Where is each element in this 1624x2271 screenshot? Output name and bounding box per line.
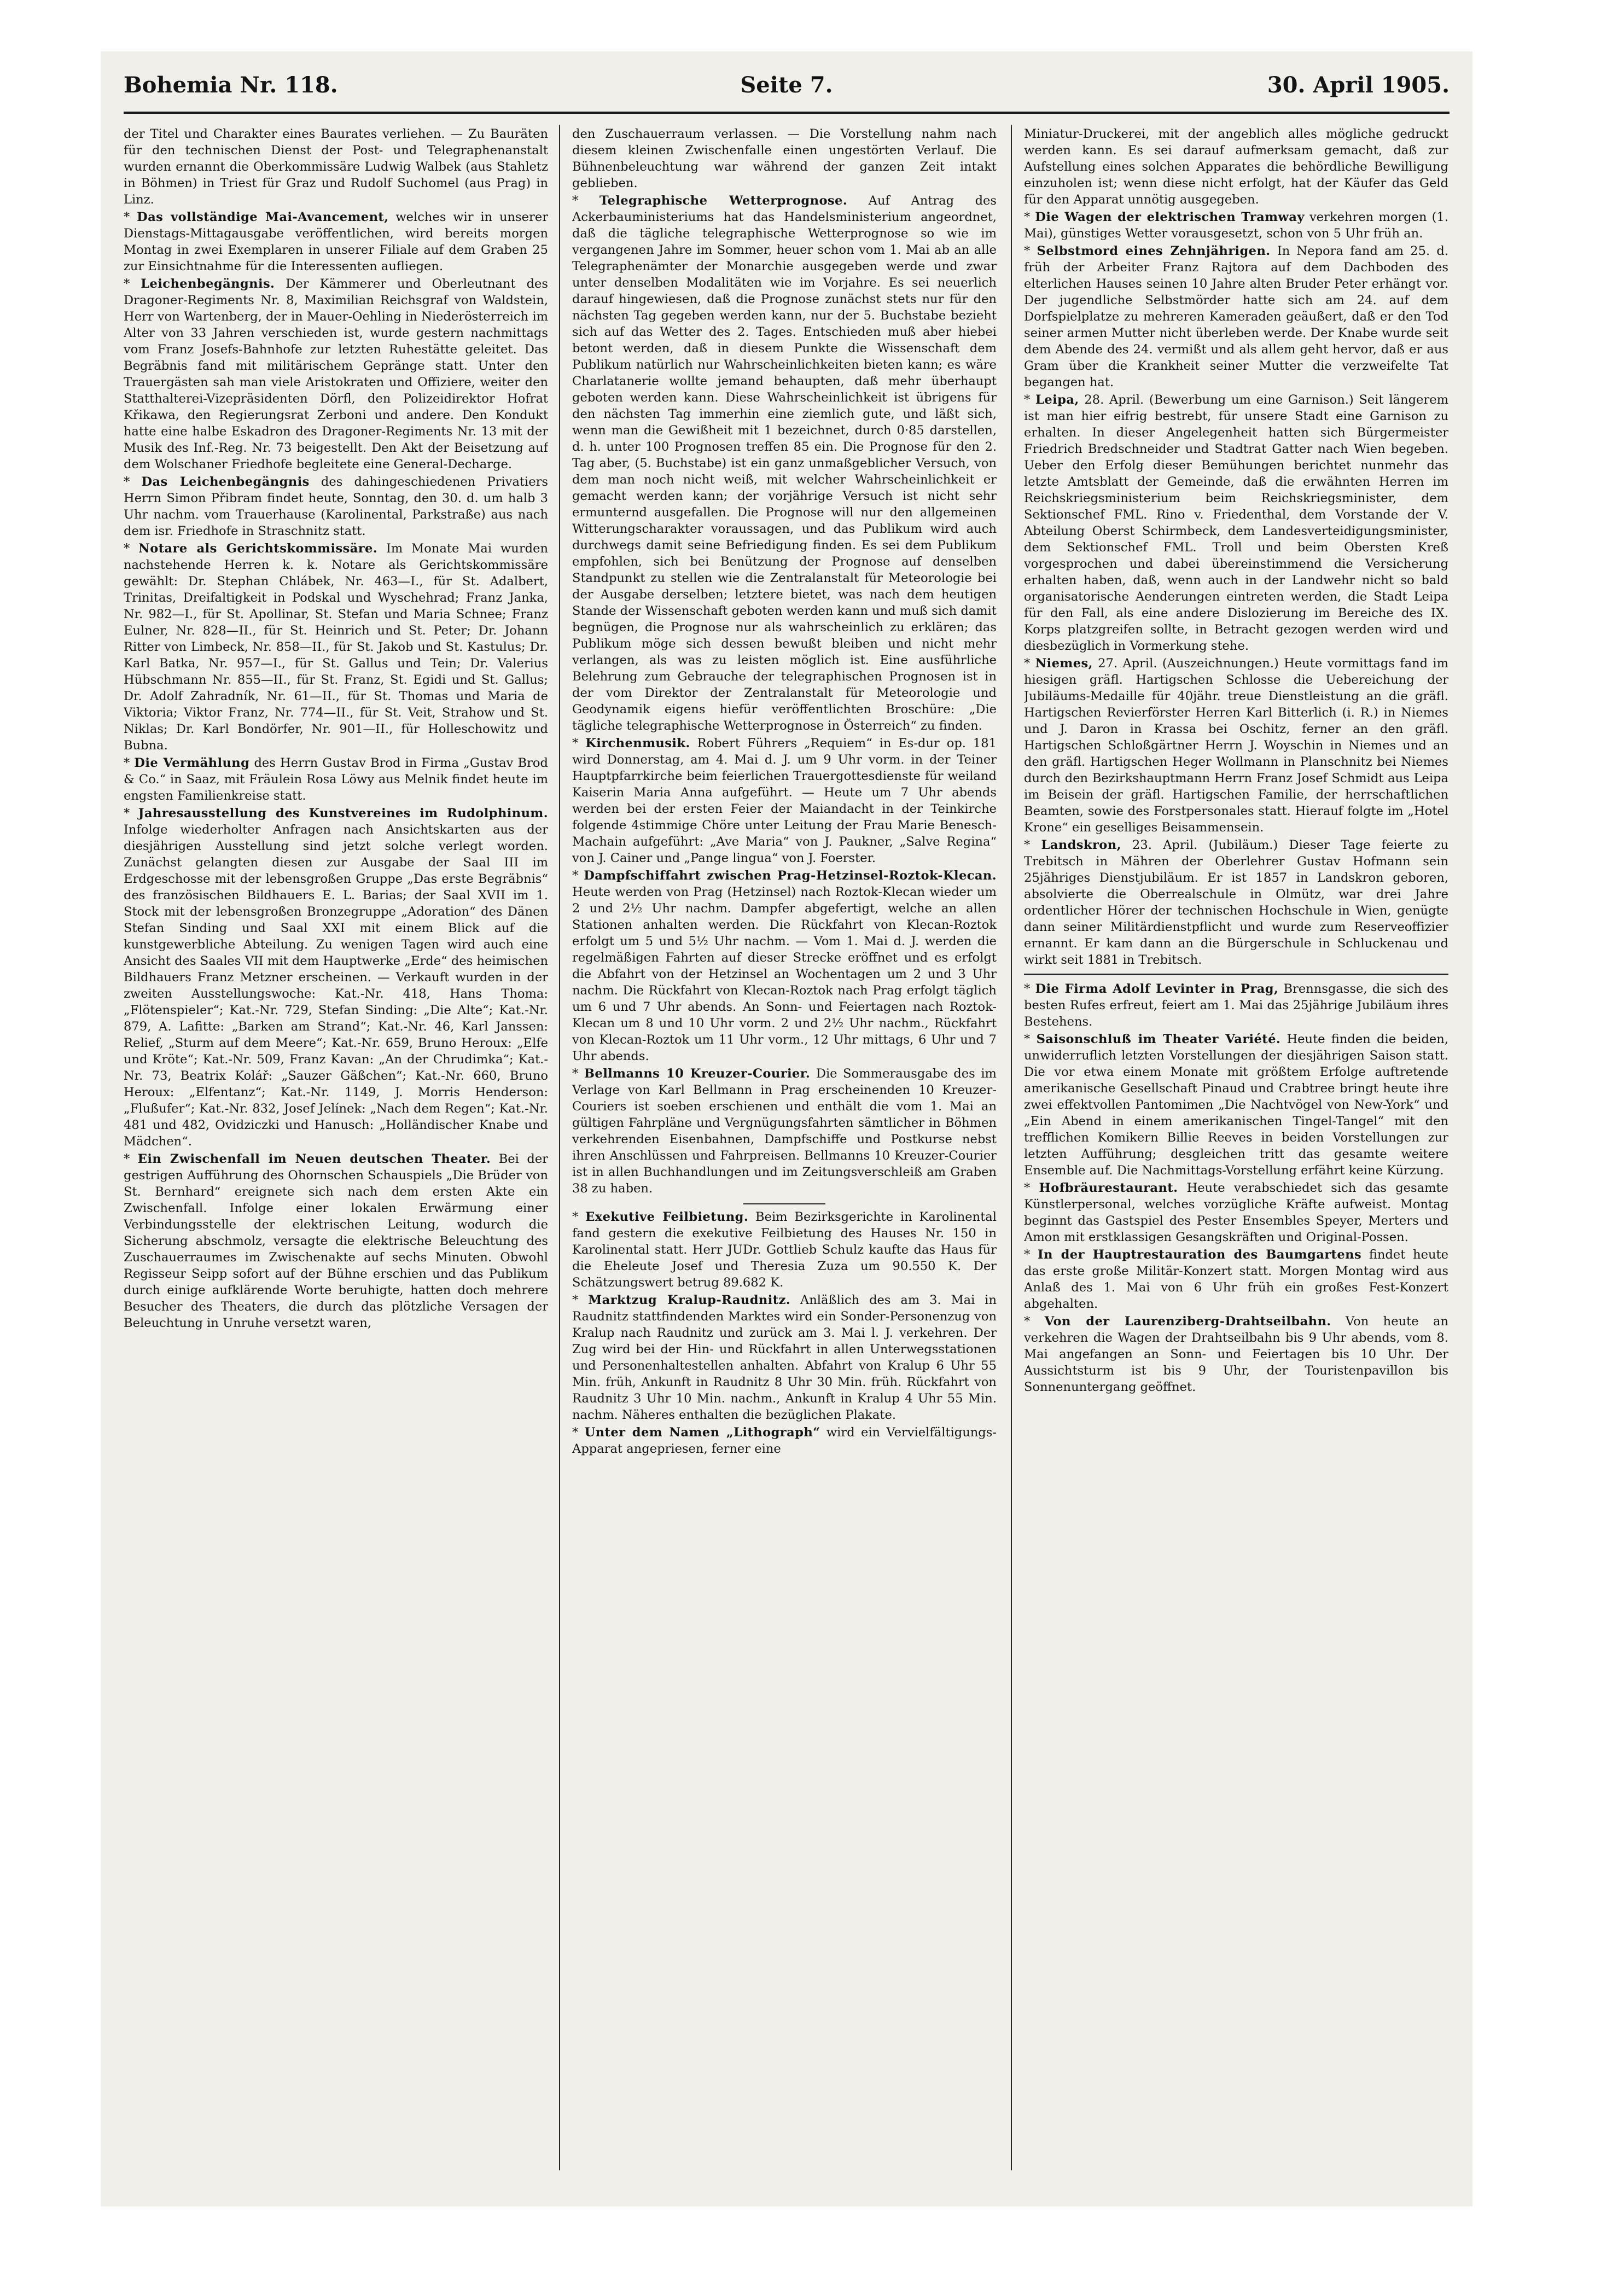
article-body: 27. April. (Auszeichnungen.) Heute vormittags fand im hiesigen gräfl. Hartigschen Schlosse die Uebereichung der Jubiläums-Medaille für 40jähr. treue Dienstleistung an die gräfl. Hartigschen Revierförster Herren Karl Bitterlich (i. R.) in Niemes und J. Daron in Krassa bei Oschitz, ferner an den gräfl. Hartigschen Schloßgärtner Herrn J. Woyschin in Niemes und an den gräfl. Hartigschen Heger Wollmann in Planschnitz bei Niemes durch den Bezirkshauptmann Herrn Franz Josef Schmidt aus Leipa im Beisein der gräfl. Hartigschen Familie, der herrschaftlichen Beamten, sowie des Forstpersonales statt. Hierauf folgte im „Hotel Krone“ ein geselliges Beisammensein. <box>1024 656 1448 835</box>
article-body: Heute finden die beiden, unwiderruflich letzten Vorstellungen der diesjährigen Saison statt. Die vor etwa einem Monate mit größtem Erfolge auftretende amerikanische Gesellschaft Pinaud und Crabtree bringt heute ihre zwei effektvollen Pantomimen „Die Nachtvögel von New-York“ und „Ein Abend in einem amerikanischen Tingel-Tangel“ mit den trefflichen Komikern Billie Reeves in beiden Vorstellungen zur letzten Aufführung; desgleichen tritt das gesamte weitere Ensemble auf. Die Nachmittags-Vorstellung erfährt keine Kürzung. <box>1024 1032 1448 1178</box>
article <box>124 540 548 754</box>
masthead-issue: Bohemia Nr. 118. <box>124 72 338 98</box>
article <box>1024 1031 1448 1179</box>
article-marker: * <box>1024 1314 1045 1329</box>
article-headline: Selbstmord eines Zehnjährigen. <box>1037 244 1271 258</box>
article-headline: Die Vermählung <box>134 756 250 770</box>
article-body: Im Monate Mai wurden nachstehende Herren k. k. Notare als Gerichtskommissäre gewählt: Dr. Stephan Chlábek, Nr. 463—I., für St. Adalbert, Trinitas, Dreifaltigkeit in Podskal und Wyschehrad; Franz Janka, Nr. 982—I., für St. Apollinar, St. Stefan und Maria Schnee; Franz Eulner, Nr. 828—II., für St. Heinrich und St. Peter; Dr. Johann Ritter von Limbeck, Nr. 858—II., für St. Jakob und St. Kastulus; Dr. Karl Batka, Nr. 957—I., für St. Gallus und Tein; Dr. Valerius Hübschmann Nr. 855—II., für St. Franz, St. Egidi und St. Gallus; Dr. Adolf Zahradník, Nr. 61—II., für St. Thomas und Maria de Viktoria; Viktor Franz, Nr. 774—II., für St. Veit, Strahow und St. Niklas; Dr. Karl Bondörfer, Nr. 901—II., für Holleschowitz und Bubna. <box>124 541 548 753</box>
article-headline: Unter dem Namen „Lithograph“ <box>584 1425 820 1440</box>
article-headline: Bellmanns 10 Kreuzer-Courier. <box>584 1067 811 1081</box>
article <box>572 126 997 191</box>
article-body: den Zuschauerraum verlassen. — Die Vorstellung nahm nach diesem kleinen Zwischenfalle einen ungestörten Verlauf. Die Bühnenbeleuchtung war während der ganzen Zeit intakt geblieben. <box>572 127 997 190</box>
article-headline: Landskron, <box>1041 838 1121 852</box>
article <box>572 193 997 734</box>
article-body: Miniatur-Druckerei, mit der angeblich alles mögliche gedruckt werden kann. Es sei darauf aufmerksam gemacht, daß zur Aufstellung eines solchen Apparates die behördliche Bewilligung einzuholen ist; wenn diese nicht erfolgt, hat der Käufer das Geld für den Apparat unnötig ausgegeben. <box>1024 127 1448 207</box>
article <box>1024 655 1448 836</box>
article-marker: * <box>572 194 599 208</box>
article <box>572 1209 997 1291</box>
article-headline: Die Firma Adolf Levinter in Prag, <box>1035 982 1279 996</box>
article-body: Beim Bezirksgerichte in Karolinental fand gestern die exekutive Feilbietung des Hauses Nr. 150 in Karolinental statt. Herr JUDr. Gottlieb Schulz kaufte das Haus für die Eheleute Josef und Theresia Zuza um 90.550 K. Der Schätzungswert betrug 89.682 K. <box>572 1210 997 1290</box>
column-3 <box>1024 125 1448 2192</box>
article-headline: Dampfschiffahrt zwischen Prag-Hetzinsel-Roztok-Klecan. <box>584 869 997 883</box>
article-marker: * <box>1024 838 1041 852</box>
article <box>572 1292 997 1423</box>
article-headline: Kirchenmusik. <box>585 736 690 750</box>
header-rule <box>124 112 1450 114</box>
article-body: der Titel und Charakter eines Baurates verliehen. — Zu Bauräten für den technischen Dienst der Post- und Telegraphenanstalt wurden ernannt die Oberkommissäre Ludwig Walbek (aus Stahletz in Böhmen) in Triest für Graz und Rudolf Suchomel (aus Prag) in Linz. <box>124 127 548 207</box>
article-headline: Das vollständige Mai-Avancement, <box>137 210 389 224</box>
article-marker: * <box>124 277 141 291</box>
article-body: Robert Führers „Requiem“ in Es-dur op. 181 wird Donnerstag, am 4. Mai d. J. um 9 Uhr vorm. in der Teiner Hauptpfarrkirche beim feierlichen Trauergottesdienste für weiland Kaiserin Maria Anna aufgeführt. — Heute um 7 Uhr abends werden bei der ersten Feier der Maiandacht in der Teinkirche folgende 4stimmige Chöre unter Leitung der Frau Marie Benesch-Machain aufgeführt: „Ave Maria“ von J. Paukner, „Salve Regina“ von J. Cainer und „Pange lingua“ von J. Foerster. <box>572 736 997 865</box>
article <box>124 1151 548 1331</box>
article <box>1024 392 1448 654</box>
article-marker: * <box>124 541 139 556</box>
article-marker: * <box>1024 1032 1037 1046</box>
article-body: Bei der gestrigen Aufführung des Ohornschen Schauspiels „Die Brüder von St. Bernhard“ ereignete sich nach dem ersten Akte ein Zwischenfall. Infolge einer lokalen Erwärmung einer Verbindungsstelle der elektrischen Leitung, wodurch die Sicherung abschmolz, versagte die elektrische Beleuchtung des Zuschauerraumes im Zwischenakte auf sechs Minuten. Obwohl Regisseur Seipp sofort auf der Bühne erschien und das Publikum durch einige aufklärende Worte beruhigte, hatten doch mehrere Besucher des Theaters, die durch das plötzliche Versagen der Beleuchtung in Unruhe versetzt waren, <box>124 1152 548 1330</box>
article <box>572 1424 997 1457</box>
article <box>1024 126 1448 208</box>
issue-date: 30. April 1905. <box>1267 72 1450 98</box>
article-marker: * <box>1024 1248 1038 1262</box>
column-2 <box>572 125 997 2192</box>
article-marker: * <box>1024 656 1035 671</box>
article-body: verkehren morgen (1. Mai), günstiges Wetter vorausgesetzt, schon von 5 Uhr früh an. <box>1024 210 1448 241</box>
article-headline: Hofbräurestaurant. <box>1039 1181 1178 1195</box>
article-marker: * <box>1024 393 1036 407</box>
article-headline: Leichenbegängnis. <box>141 277 275 291</box>
article-headline: Von der Laurenziberg-Drahtseilbahn. <box>1044 1314 1331 1329</box>
article-marker: * <box>572 1425 585 1440</box>
article <box>1024 1313 1448 1395</box>
article <box>124 805 548 1150</box>
newspaper-page <box>101 51 1472 2206</box>
article-marker: * <box>1024 1181 1039 1195</box>
article-marker: * <box>572 869 584 883</box>
article <box>1024 1247 1448 1312</box>
article-headline: Niemes, <box>1035 656 1093 671</box>
article-marker: * <box>572 1293 589 1307</box>
article-headline: Das Leichenbegängnis <box>141 475 310 489</box>
article <box>1024 837 1448 968</box>
article-body: In Nepora fand am 25. d. früh der Arbeiter Franz Rajtora auf dem Dachboden des elterlichen Hauses seinen 10 Jahre alten Bruder Peter erhängt vor. Der jugendliche Selbstmörder hatte sich am 24. auf dem Dorfspielplatze zu mehreren Kameraden geäußert, daß er den Tod seiner armen Mutter nicht überleben werde. Der Knabe wurde seit dem Abende des 24. vermißt und als allem geht hervor, daß er aus Gram über die Krankheit seiner Mutter die verzweifelte Tat begangen hat. <box>1024 244 1448 389</box>
article <box>1024 1180 1448 1245</box>
column-divider <box>559 125 560 2170</box>
article-marker: * <box>572 736 586 750</box>
article-headline: Die Wagen der elektrischen Tramway <box>1035 210 1305 224</box>
article-marker: * <box>124 806 138 820</box>
article-marker: * <box>124 756 135 770</box>
article-body: des dahingeschiedenen Privatiers Herrn Simon Přibram findet heute, Sonntag, den 30. d. um halb 3 Uhr nachm. vom Trauerhause (Karolinental, Parkstraße) aus nach dem isr. Friedhofe in Straschnitz statt. <box>124 475 548 538</box>
article-body: wird ein Vervielfältigungs-Apparat angepriesen, ferner eine <box>572 1425 997 1456</box>
column-divider <box>1011 125 1012 2170</box>
article-body: Von heute an verkehren die Wagen der Drahtseilbahn bis 9 Uhr abends, vom 8. Mai angefangen an Sonn- und Feiertagen bis 10 Uhr. Der Aussichtsturm ist bis 9 Uhr, der Touristenpavillon bis Sonnenuntergang geöffnet. <box>1024 1314 1448 1394</box>
section-bar <box>1024 974 1448 975</box>
article <box>572 735 997 866</box>
article-body: Auf Antrag des Ackerbauministeriums hat das Handelsministerium angeordnet, daß die tägliche telegraphische Wetterprognose so wie im vergangenen Jahre im Sommer, heuer schon vom 1. Mai ab an alle Telegraphenämter der Monarchie ausgegeben werde und zwar unter denselben Modalitäten wie im Vorjahre. Es sei neuerlich darauf hingewiesen, daß die Prognose zunächst stets nur für den nächsten Tag gegeben werden kann, nur der 5. Buchstabe bezieht sich auf das Wetter des 2. Tages. Entschieden muß aber hiebei betont werden, daß in diesem Punkte die Wissenschaft dem Publikum natürlich nur Wahrscheinlichkeiten bieten kann; es wäre Charlatanerie wollte jemand behaupten, daß mehr überhaupt geboten werden kann. Diese Wahrscheinlichkeit ist übrigens für den nächsten Tag immerhin eine ziemlich gute, und läßt sich, wenn man die Gewißheit mit 1 bezeichnet, durch 0·85 darstellen, d. h. unter 100 Prognosen treffen 85 ein. Die Prognose für den 2. Tag aber, (5. Buchstabe) ist ein ganz unmaßgeblicher Versuch, von dem man noch nicht weiß, mit welcher Wahrscheinlichkeit er gemacht werden kann; der vorjährige Versuch ist nicht sehr ermunternd ausgefallen. Die Prognose will nur den allgemeinen Witterungscharakter voraussagen, und das Publikum wird auch durchwegs damit seine Befriedigung finden. Es sei dem Publikum empfohlen, sich bei Benützung der Prognose auf denselben Standpunkt zu stellen wie die Zentralanstalt für Meteorologie bei der Ausgabe derselben; letztere bietet, was nach dem heutigen Stande der Wissenschaft geboten werden kann und muß sich damit begnügen, die Prognose nur als wahrscheinlich zu erklären; das Publikum möge sich dessen bewußt bleiben und nicht mehr verlangen, als was zu leisten möglich ist. Eine ausführliche Belehrung zum Gebrauche der telegraphischen Prognosen ist in der vom Direktor der Zentralanstalt für Meteorologie und Geodynamik eigens hiefür veröffentlichten Broschüre: „Die tägliche telegraphische Wetterprognose in Österreich“ zu finden. <box>572 194 997 733</box>
article <box>1024 243 1448 391</box>
article-marker: * <box>1024 244 1037 258</box>
article <box>572 1065 997 1197</box>
article-headline: Ein Zwischenfall im Neuen deutschen Theater. <box>137 1152 491 1166</box>
article-headline: Saisonschluß im Theater Variété. <box>1036 1032 1281 1046</box>
article-marker: * <box>124 475 142 489</box>
article-body: findet heute das erste große Militär-Konzert statt. Morgen Montag wird aus Anlaß des 1. Mai von 6 Uhr früh ein großes Fest-Konzert abgehalten. <box>1024 1248 1448 1311</box>
article-headline: Telegraphische Wetterprognose. <box>599 194 848 208</box>
page-number: Seite 7. <box>740 72 833 98</box>
article-marker: * <box>124 1152 138 1166</box>
article <box>124 126 548 208</box>
article-headline: Marktzug Kralup-Raudnitz. <box>588 1293 791 1307</box>
article <box>572 867 997 1064</box>
article-marker: * <box>124 210 137 224</box>
article-body: 28. April. (Bewerbung um eine Garnison.) Seit längerem ist man hier eifrig bestrebt, für unsere Stadt eine Garnison zu erhalten. In dieser Angelegenheit hatten sich Bürgermeister Friedrich Bredschneider und Stadtrat Gatter nach Wien begeben. Ueber den Erfolg dieser Bemühungen berichtet nunmehr das letzte Amtsblatt der Gemeinde, daß die erwähnten Herren im Reichskriegsministerium beim Reichskriegsminister, dem Sektionschef FML. Rino v. Friedenthal, dem Vorstande der V. Abteilung Oberst Schirmbeck, dem Landesverteidigungsminister, dem Sektionschef FML. Troll und beim Obersten Kreß vorgesprochen und dabei übereinstimmend die Versicherung erhalten haben, daß, wenn auch in der Landwehr nicht so bald organisatorische Aenderungen eintreten werden, die Stadt Leipa für den Fall, als eine andere Dislozierung im Bereiche des IX. Korps platzgreifen sollte, in Betracht gezogen werden wird und diesbezüglich in Vormerkung stehe. <box>1024 393 1448 653</box>
article <box>124 276 548 473</box>
article-body: Die Sommerausgabe des im Verlage von Karl Bellmann in Prag erscheinenden 10 Kreuzer-Couriers ist soeben erschienen und enthält die vom 1. Mai an gültigen Fahrpläne und Vergnügungsfahrten sämtlicher in Böhmen verkehrenden Eisenbahnen, Dampfschiffe und Postkurse nebst ihren Anschlüssen und Fahrpreisen. Bellmanns 10 Kreuzer-Courier ist in allen Buchhandlungen und im Zeitungsverschleiß am Graben 38 zu haben. <box>572 1067 997 1196</box>
article-marker: * <box>572 1067 584 1081</box>
article-headline: Jahresausstellung des Kunstvereines im Rudolphinum. <box>138 806 548 820</box>
article-body: Der Kämmerer und Oberleutnant des Dragoner-Regiments Nr. 8, Maximilian Reichsgraf von Waldstein, Herr von Wartenberg, der in Mauer-Oehling in Niederösterreich im Alter von 33 Jahren verschieden ist, wurde gestern nachmittags vom Franz Josefs-Bahnhofe zur letzten Ruhestätte geleitet. Das Begräbnis fand mit militärischem Gepränge statt. Unter den Trauergästen sah man viele Aristokraten und Offiziere, weiter den Statthalterei-Vizepräsidenten Dörfl, den Polizeidirektor Hofrat Křikawa, den Regierungsrat Zerboni und andere. Den Kondukt hatte eine halbe Eskadron des Dragoner-Regiments Nr. 13 mit der Musik des Inf.-Reg. Nr. 73 beigestellt. Den Akt der Beisetzung auf dem Wolschaner Friedhofe begleitete eine General-Decharge. <box>124 277 548 471</box>
article-marker: * <box>1024 982 1035 996</box>
article-body: welches wir in unserer Dienstags-Mittagausgabe veröffentlichen, wird bereits morgen Montag in zwei Exemplaren in unserer Filiale auf dem Graben 25 zur Einsichtnahme für die Interessenten aufliegen. <box>124 210 548 273</box>
article-headline: Exekutive Feilbietung. <box>585 1210 749 1224</box>
article <box>124 209 548 275</box>
article-body: 23. April. (Jubiläum.) Dieser Tage feierte zu Trebitsch in Mähren der Oberlehrer Gustav Hofmann sein 25jähriges Dienstjubiläum. Er ist 1857 in Landskron geboren, absolvierte die Oberrealschule in Olmütz, war drei Jahre ordentlicher Hörer der technischen Hochschule in Wien, genügte dann seiner Militärdienstpflicht und wurde zum Reserveoffizier ernannt. Er kam dann an die Bürgerschule in Schluckenau und wirkt seit 1881 in Trebitsch. <box>1024 838 1448 967</box>
article-body: Heute verabschiedet sich das gesamte Künstlerpersonal, welches vorzügliche Kräfte aufweist. Montag beginnt das Gastspiel des Pester Ensembles Speyer, Merters und Amon mit erstklassigen Gesangskräften und Original-Possen. <box>1024 1181 1448 1244</box>
column-1 <box>124 125 548 2192</box>
article-headline: In der Hauptrestauration des Baumgartens <box>1038 1248 1362 1262</box>
article-body: des Herrn Gustav Brod in Firma „Gustav Brod & Co.“ in Saaz, mit Fräulein Rosa Löwy aus Melnik findet heute im engsten Familienkreise statt. <box>124 756 548 803</box>
article-body: Anläßlich des am 3. Mai in Raudnitz stattfindenden Marktes wird ein Sonder-Personenzug von Kralup nach Raudnitz und zurück am 3. Mai l. J. verkehren. Der Zug wird bei der Hin- und Rückfahrt in allen Unterwegsstationen und Personenhaltestellen anhalten. Abfahrt von Kralup 6 Uhr 55 Min. früh, Ankunft in Raudnitz 8 Uhr 30 Min. früh. Rückfahrt von Raudnitz 3 Uhr 10 Min. nachm., Ankunft in Kralup 4 Uhr 55 Min. nachm. Näheres enthalten die bezüglichen Plakate. <box>572 1293 997 1422</box>
article <box>1024 209 1448 242</box>
article-headline: Leipa, <box>1035 393 1079 407</box>
article-headline: Notare als Gerichtskommissäre. <box>138 541 378 556</box>
article-body: Heute werden von Prag (Hetzinsel) nach Roztok-Klecan wieder um 2 und 2½ Uhr nachm. Dampfer abgefertigt, welche an allen Stationen anhalten werden. Die Rückfahrt von Klecan-Roztok erfolgt um 5 und 5½ Uhr nachm. — Vom 1. Mai d. J. werden die regelmäßigen Fahrten auf dieser Strecke eröffnet und es erfolgt die Abfahrt von der Hetzinsel an Wochentagen um 2 und 3 Uhr nachm. Die Rückfahrt von Klecan-Roztok nach Prag erfolgt täglich um 6 und 7 Uhr abends. An Sonn- und Feiertagen nach Roztok-Klecan um 8 und 10 Uhr vorm. 2 und 2½ Uhr nachm., Rückfahrt von Klecan-Roztok um 11 Uhr vorm., 12 Uhr mittags, 6 Uhr und 7 Uhr abends. <box>572 885 997 1063</box>
article <box>1024 981 1448 1030</box>
page-header <box>124 67 1450 117</box>
article-marker: * <box>1024 210 1035 224</box>
section-rule <box>743 1203 825 1204</box>
article-body: Brennsgasse, die sich des besten Rufes erfreut, feiert am 1. Mai das 25jährige Jubiläum ihres Bestehens. <box>1024 982 1448 1029</box>
article <box>124 474 548 539</box>
article-marker: * <box>572 1210 586 1224</box>
article <box>124 755 548 804</box>
article-body: Infolge wiederholter Anfragen nach Ansichtskarten aus der diesjährigen Ausstellung sind jetzt solche verlegt worden. Zunächst gelangten diesen zur Ausgabe der Saal III im Erdgeschosse mit der lebensgroßen Gruppe „Das erste Begräbnis“ des französischen Bildhauers E. L. Barias; der Saal XVII im 1. Stock mit der lebensgroßen Bronzegruppe „Adoration“ des Dänen Stefan Sinding und Saal XXI mit einem Blick auf die kunstgewerbliche Abteilung. Zu wenigen Tagen wird auch eine Ansicht des Saales VII mit dem Hauptwerke „Erde“ des heimischen Bildhauers Franz Metzner erscheinen. — Verkauft wurden in der zweiten Ausstellungswoche: Kat.-Nr. 418, Hans Thoma: „Flötenspieler“; Kat.-Nr. 729, Stefan Sinding: „Die Alte“; Kat.-Nr. 879, A. Lafitte: „Barken am Strand“; Kat.-Nr. 46, Karl Janssen: Relief, „Sturm auf dem Meere“; Kat.-Nr. 659, Bruno Heroux: „Elfe und Kröte“; Kat.-Nr. 509, Franz Kavan: „An der Chrudimka“; Kat.-Nr. 73, Beatrix Kolář: „Sauzer Gäßchen“; Kat.-Nr. 660, Bruno Heroux: „Elfentanz“; Kat.-Nr. 1149, J. Morris Henderson: „Flußufer“; Kat.-Nr. 832, Josef Jelínek: „Nach dem Regen“; Kat.-Nr. 481 und 482, Ovidziczki und Hanusch: „Holländischer Knabe und Mädchen“. <box>124 823 548 1149</box>
